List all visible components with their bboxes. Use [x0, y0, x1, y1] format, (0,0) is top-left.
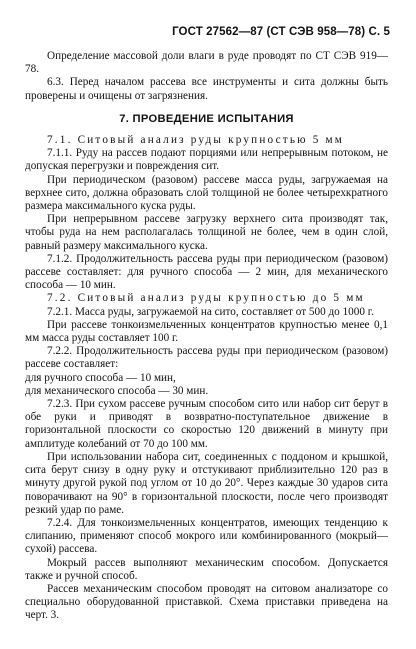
- paragraph-moisture: Определение массовой доли влаги в руде проводят по СТ СЭВ 919—78.: [25, 50, 388, 76]
- paragraph-7-1-1: 7.1.1. Руду на рассев подают порциями или непрерывным потоком, не допуская перегрузки и повреждения сит.: [25, 147, 388, 173]
- paragraph-7-2-2: 7.2.2. Продолжительность рассева руды при периодическом (разовом) рассеве составляет:: [25, 345, 388, 371]
- page-header: ГОСТ 27562—87 (СТ СЭВ 958—78) С. 5: [172, 26, 390, 38]
- paragraph-sieve-set: При использовании набора сит, соединенных с поддоном и крышкой, сита берут снизу в одну руку и отстукивают приблизительно 120 раз в минуту другой рукой под углом от 10 до 20°. Через каждые 30 ударов сита поворачивают на 90° в горизонтальной плоскости, после чего производят резкий удар по раме.: [25, 450, 388, 516]
- paragraph-7-2-3: 7.2.3. При сухом рассеве ручным способом сито или набор сит берут в обе руки и приводят в возвратно-поступательное движение в горизонтальной плоскости со скоростью 120 движений в минуту при амплитуде колебаний от 70 до 100 мм.: [25, 398, 388, 450]
- paragraph-mechanical-method: Рассев механическим способом проводят на ситовом анализаторе со специально оборудованной приставкой. Схема приставки приведена на черт. 3.: [25, 582, 388, 622]
- paragraph-wet-sieving: Мокрый рассев выполняют механическим способом. Допускается также и ручной способ.: [25, 556, 388, 582]
- paragraph-7-2-4: 7.2.4. Для тонкоизмельченных концентратов, имеющих тенденцию к слипанию, применяют способ мокрого или комбинированного (мокрый—сухой) рассева.: [25, 516, 388, 556]
- paragraph-mechanical-duration: для механического способа — 30 мин.: [25, 384, 209, 397]
- paragraph-7-1-2: 7.1.2. Продолжительность рассева руды при периодическом (разовом) рассеве составляет: для ручного способа — 2 мин, для механического способа — 10 мин.: [25, 252, 388, 292]
- subsection-7-2: 7.2. Ситовый анализ руды крупностью до 5 мм: [47, 292, 365, 305]
- section-title: 7. ПРОВЕДЕНИЕ ИСПЫТАНИЯ: [119, 112, 294, 125]
- paragraph-manual-duration: для ручного способа — 10 мин,: [25, 371, 176, 384]
- paragraph-periodic: При периодическом (разовом) рассеве масса руды, загружаемая на верхнее сито, должна образовать слой толщиной не более четырехкратного размера максимального куска руды.: [25, 173, 388, 213]
- paragraph-fine-concentrates: При рассеве тонкоизмельченных концентратов крупностью менее 0,1 мм масса руды составляет 100 г.: [25, 318, 388, 345]
- subsection-7-1: 7.1. Ситовый анализ руды крупностью 5 мм: [47, 134, 345, 147]
- paragraph-7-2-1: 7.2.1. Масса руды, загружаемой на сито, составляет от 500 до 1000 г.: [47, 305, 374, 318]
- paragraph-continuous: При непрерывном рассеве загрузку верхнего сита производят так, чтобы руда на нем располагалась толщиной не более, чем в один слой, равный размеру максимального куска.: [25, 213, 388, 252]
- document-body: [25, 50, 388, 623]
- paragraph-6-3: 6.3. Перед началом рассева все инструменты и сита должны быть проверены и очищены от загрязнения.: [25, 76, 388, 102]
